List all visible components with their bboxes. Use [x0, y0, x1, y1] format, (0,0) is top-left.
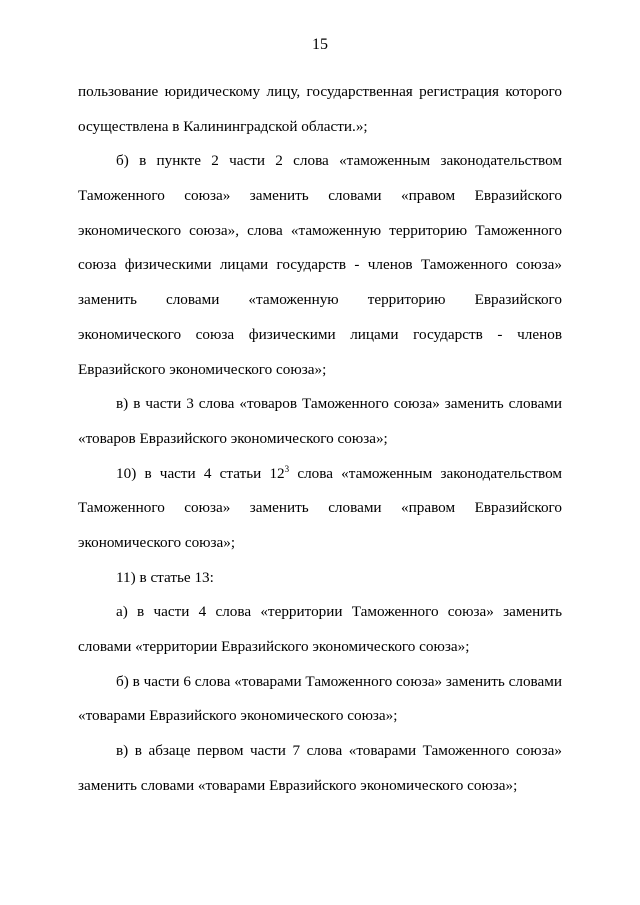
text-line: экономического союза», слова «таможенную территорию Таможенного [78, 221, 562, 239]
text-line: Таможенного союза» заменить словами «правом Евразийского [78, 187, 562, 205]
text-line: экономического союза»; [78, 533, 236, 551]
text-line: Евразийского экономического союза»; [78, 360, 327, 378]
document-body [78, 75, 562, 803]
text-line: союза физическими лицами государств - членов Таможенного союза» [78, 256, 562, 274]
text-line: заменить словами «товарами Евразийского экономического союза»; [78, 776, 518, 794]
text-line: заменить словами «таможенную территорию Евразийского [78, 291, 562, 309]
text-fragment: 10) в части 4 статьи 12 [116, 464, 285, 482]
text-line: 11) в статье 13: [116, 568, 214, 586]
text-line: экономического союза физическими лицами государств - членов [78, 325, 562, 343]
text-fragment: слова «таможенным законодательством [289, 464, 562, 482]
text-line: б) в пункте 2 части 2 слова «таможенным законодательством [116, 152, 562, 170]
text-line: а) в части 4 слова «территории Таможенного союза» заменить [116, 603, 562, 621]
text-line: пользование юридическому лицу, государственная регистрация которого [78, 83, 562, 100]
text-line: «товарами Евразийского экономического союза»; [78, 707, 398, 725]
text-line: «товаров Евразийского экономического союза»; [78, 429, 388, 447]
text-line: осуществлена в Калининградской области.»; [78, 117, 368, 135]
text-line [78, 457, 562, 492]
text-line: в) в части 3 слова «товаров Таможенного союза» заменить словами [116, 395, 562, 413]
text-line: в) в абзаце первом части 7 слова «товарами Таможенного союза» [116, 742, 562, 760]
superscript: 3 [284, 463, 290, 474]
text-line: словами «территории Евразийского экономического союза»; [78, 638, 470, 655]
text-line: б) в части 6 слова «товарами Таможенного союза» заменить словами [116, 672, 562, 690]
page-number: 15 [312, 36, 328, 53]
text-line: Таможенного союза» заменить словами «правом Евразийского [78, 499, 562, 517]
